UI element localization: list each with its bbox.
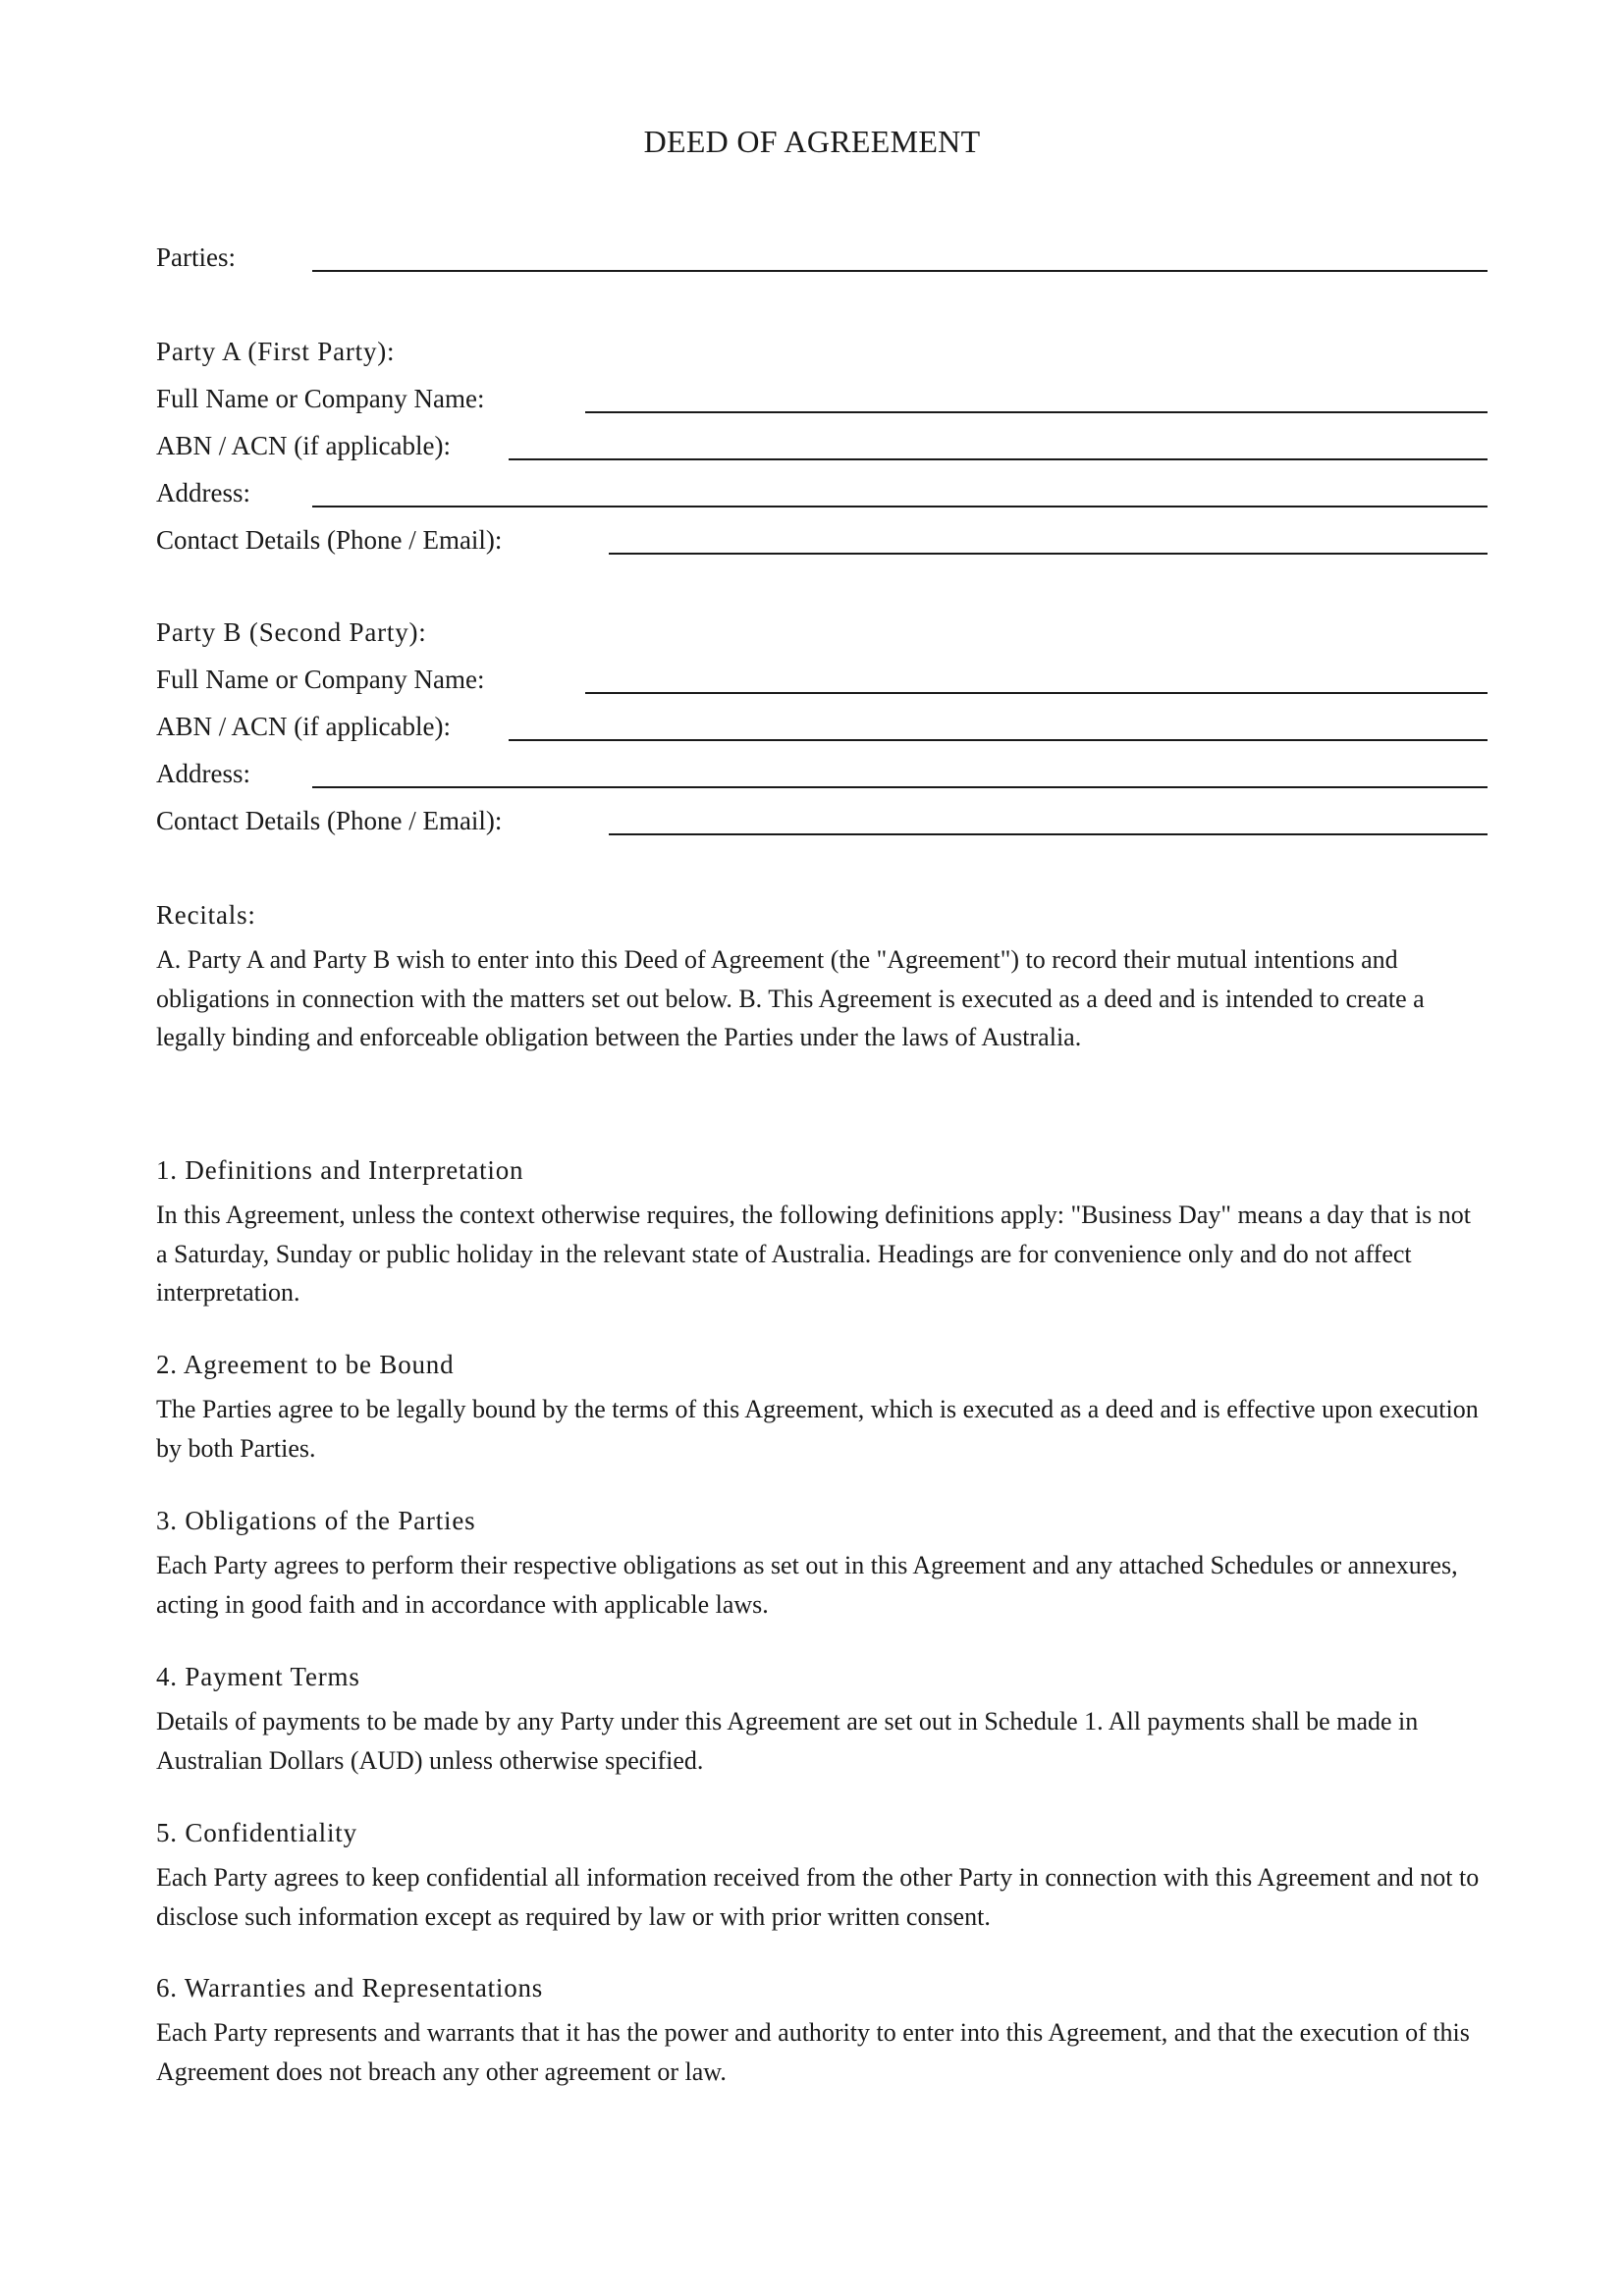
parties-label: Parties: — [156, 242, 236, 272]
section-heading: 5. Confidentiality — [156, 1818, 357, 1847]
section-text: Each Party agrees to keep confidential all information received from the other Party in connection with this Agreement and not to disclose such information except as required by law or with prior written consent. — [156, 1863, 1480, 1931]
party-a-address-label: Address: — [156, 478, 250, 507]
section-text: Details of payments to be made by any Party under this Agreement are set out in Schedule 1. All payments shall be made in Australian Dollars (AUD) unless otherwise specified. — [156, 1707, 1419, 1775]
recitals-text: A. Party A and Party B wish to enter into this Deed of Agreement (the "Agreement") to record their mutual intentions and obligations in connection with the matters set out below. B. This Agreement is executed as a deed and is intended to create a legally binding and enforceable obligation between the Parties under the laws of Australia. — [156, 945, 1425, 1051]
party-b-address-row — [156, 756, 1488, 791]
party-b-address-line[interactable] — [312, 786, 1488, 788]
party-a-address-row — [156, 475, 1488, 510]
party-a-contact-line[interactable] — [609, 553, 1488, 555]
section-text: The Parties agree to be legally bound by the terms of this Agreement, which is executed as a deed and is effective upon execution by both Parties. — [156, 1395, 1479, 1463]
party-a-abn-label: ABN / ACN (if applicable): — [156, 431, 451, 460]
party-b-address-label: Address: — [156, 759, 250, 788]
section-heading: 4. Payment Terms — [156, 1662, 360, 1691]
party-a-contact-row — [156, 522, 1488, 558]
party-b-abn-line[interactable] — [509, 739, 1488, 741]
section-heading: 6. Warranties and Representations — [156, 1973, 544, 2002]
party-b-full-name-line[interactable] — [585, 692, 1488, 694]
party-a-abn-row — [156, 428, 1488, 463]
recitals-heading: Recitals: — [156, 900, 256, 930]
party-a-heading: Party A (First Party): — [156, 337, 396, 366]
parties-row — [156, 240, 1488, 275]
party-b-full-name-label: Full Name or Company Name: — [156, 665, 485, 694]
party-b-contact-label: Contact Details (Phone / Email): — [156, 806, 503, 835]
parties-input-line[interactable] — [312, 270, 1488, 272]
section-text: In this Agreement, unless the context otherwise requires, the following definitions apply: "Business Day" means a day that is not a Saturday, Sunday or public holiday in the relevant state of Australia. Headings are for convenience only and do not affect interpretation. — [156, 1201, 1472, 1307]
party-b-contact-row — [156, 803, 1488, 838]
section-text: Each Party represents and warrants that it has the power and authority to enter into this Agreement, and that the execution of this Agreement does not breach any other agreement or law. — [156, 2018, 1470, 2086]
party-a-abn-line[interactable] — [509, 458, 1488, 460]
party-b-abn-label: ABN / ACN (if applicable): — [156, 712, 451, 741]
section-heading: 2. Agreement to be Bound — [156, 1350, 455, 1379]
party-a-full-name-label: Full Name or Company Name: — [156, 384, 485, 413]
party-b-contact-line[interactable] — [609, 833, 1488, 835]
section-text: Each Party agrees to perform their respective obligations as set out in this Agreement and any attached Schedules or annexures, acting in good faith and in accordance with applicable laws. — [156, 1551, 1458, 1619]
party-a-contact-label: Contact Details (Phone / Email): — [156, 525, 503, 555]
document-title: DEED OF AGREEMENT — [643, 124, 981, 159]
party-a-full-name-line[interactable] — [585, 411, 1488, 413]
party-a-full-name-row — [156, 381, 1488, 416]
party-b-full-name-row — [156, 662, 1488, 697]
party-b-abn-row — [156, 709, 1488, 744]
party-b-heading: Party B (Second Party): — [156, 617, 427, 647]
section-heading: 1. Definitions and Interpretation — [156, 1155, 524, 1185]
section-heading: 3. Obligations of the Parties — [156, 1506, 476, 1535]
party-a-address-line[interactable] — [312, 506, 1488, 507]
